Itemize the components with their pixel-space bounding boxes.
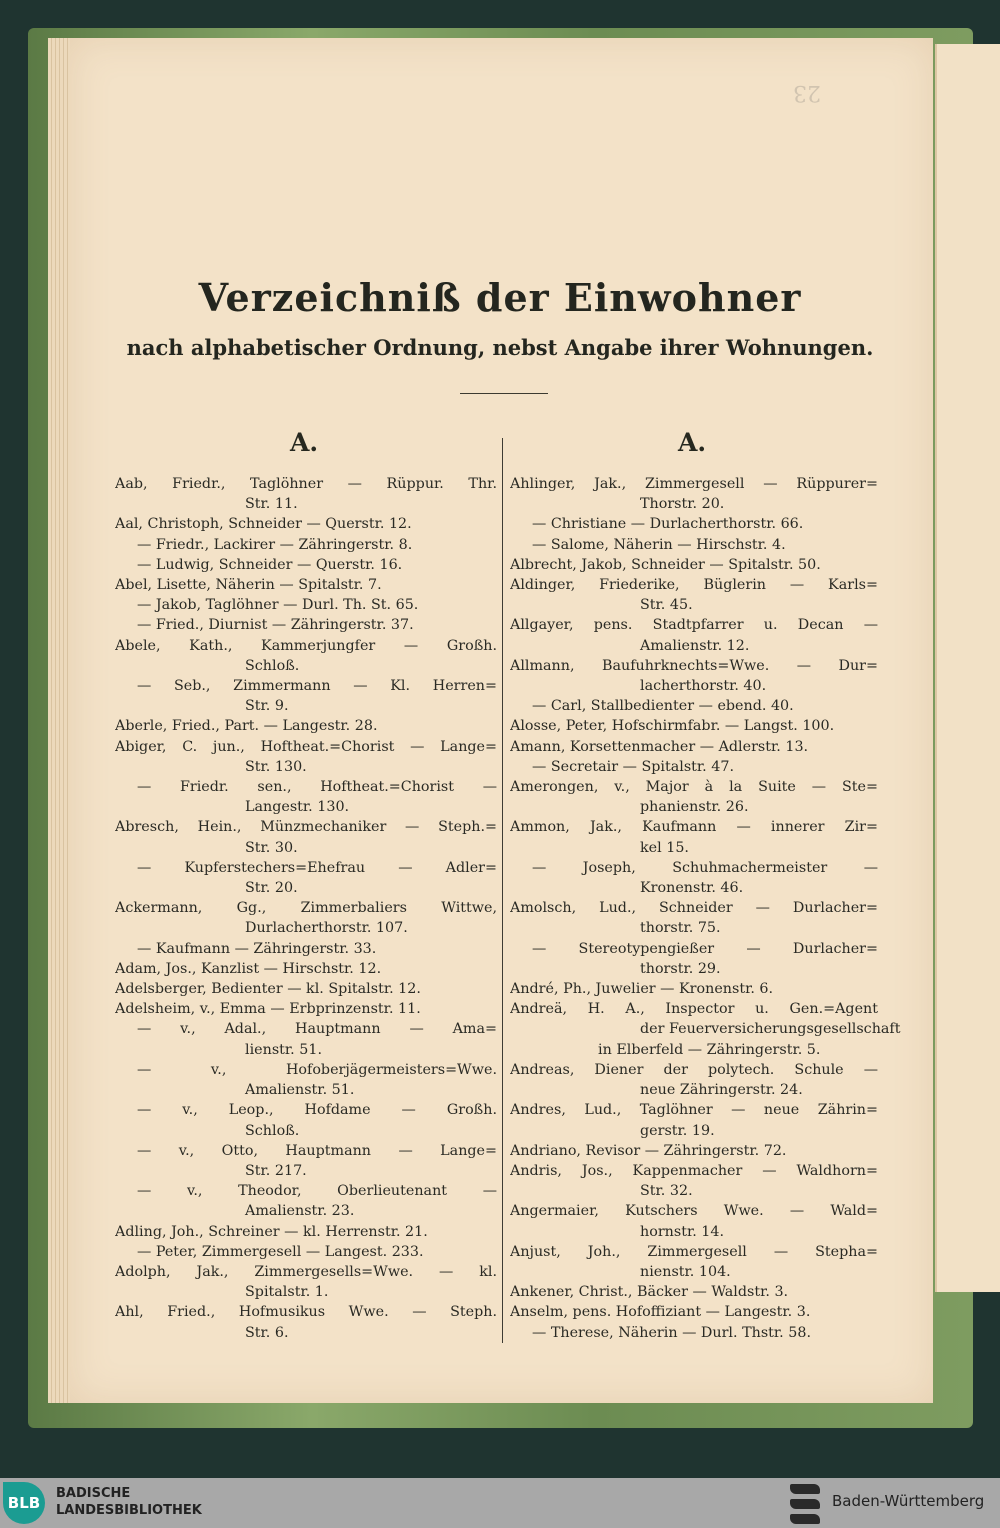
directory-entry <box>510 535 878 555</box>
directory-entry <box>115 858 497 898</box>
directory-entry <box>510 1100 878 1140</box>
directory-entry <box>510 1282 878 1302</box>
directory-entry <box>115 1141 497 1181</box>
entry-continuation: phanienstr. 26. <box>640 799 749 816</box>
left-column <box>115 474 497 1343</box>
directory-entry <box>510 615 878 655</box>
entry-text: — Salome, Näherin — Hirschstr. 4. <box>532 536 786 553</box>
entry-continuation: Str. 32. <box>640 1183 693 1200</box>
entry-continuation: nienstr. 104. <box>640 1263 731 1280</box>
directory-entry <box>115 555 497 575</box>
entry-continuation: gerstr. 19. <box>640 1122 715 1139</box>
entry-continuation: Schloß. <box>245 657 300 674</box>
directory-entry <box>115 1100 497 1140</box>
directory-entry <box>115 636 497 676</box>
entry-text: Andris, Jos., Kappenmacher — Waldhorn= <box>510 1162 878 1179</box>
entry-continuation: kel 15. <box>640 839 689 856</box>
library-name[interactable] <box>56 1485 202 1519</box>
entry-continuation: Str. 30. <box>245 839 298 856</box>
directory-entry <box>510 1323 878 1343</box>
directory-entry <box>510 1242 878 1282</box>
footer-bar <box>0 1478 1000 1528</box>
page-title: Verzeichniß der Einwohner <box>198 275 802 320</box>
entry-text: Aal, Christoph, Schneider — Querstr. 12. <box>115 516 412 533</box>
directory-entry <box>115 1222 497 1242</box>
entry-text: Albrecht, Jakob, Schneider — Spitalstr. 50. <box>510 556 821 573</box>
directory-entry <box>510 979 878 999</box>
directory-entry <box>115 535 497 555</box>
entry-text: — v., Leop., Hofdame — Großh. <box>137 1102 497 1119</box>
directory-entry <box>115 737 497 777</box>
entry-text: Allgayer, pens. Stadtpfarrer u. Decan — <box>510 617 878 634</box>
right-column <box>510 474 901 1343</box>
directory-entry <box>115 979 497 999</box>
entry-continuation: Amalienstr. 23. <box>245 1203 355 1220</box>
entry-continuation: thorstr. 29. <box>640 960 721 977</box>
directory-entry <box>510 777 878 817</box>
entry-text: Amerongen, v., Major à la Suite — Ste= <box>510 779 878 796</box>
right-column-letter: A. <box>678 428 707 457</box>
entry-text: Abele, Kath., Kammerjungfer — Großh. <box>115 637 497 654</box>
entry-continuation: hornstr. 14. <box>640 1223 725 1240</box>
entry-text: Amolsch, Lud., Schneider — Durlacher= <box>510 900 878 917</box>
directory-entry <box>510 898 878 938</box>
entry-text: Andres, Lud., Taglöhner — neue Zährin= <box>510 1102 878 1119</box>
entry-continuation: Str. 20. <box>245 880 298 897</box>
entry-text: André, Ph., Juwelier — Kronenstr. 6. <box>510 981 774 998</box>
entry-text: — Ludwig, Schneider — Querstr. 16. <box>137 556 403 573</box>
entry-text: Ahlinger, Jak., Zimmergesell — Rüppurer= <box>510 476 878 492</box>
entry-text: Adam, Jos., Kanzlist — Hirschstr. 12. <box>115 960 382 977</box>
directory-entry <box>510 817 878 857</box>
directory-entry <box>510 999 901 1039</box>
entry-text: Andreas, Diener der polytech. Schule — <box>510 1061 878 1078</box>
directory-entry <box>115 898 497 938</box>
entry-text: Aab, Friedr., Taglöhner — Rüppur. Thr. <box>115 476 497 492</box>
directory-entry <box>510 1060 878 1100</box>
directory-entry <box>115 777 497 817</box>
entry-text: — Christiane — Durlacherthorstr. 66. <box>532 516 804 533</box>
entry-continuation: Str. 6. <box>245 1324 289 1341</box>
entry-text: — v., Adal., Hauptmann — Ama= <box>137 1021 497 1038</box>
left-column-letter: A. <box>290 428 319 457</box>
entry-continuation: Str. 9. <box>245 698 289 715</box>
entry-text: — Kaufmann — Zähringerstr. 33. <box>137 940 377 957</box>
entry-continuation: Durlacherthorstr. 107. <box>245 920 408 937</box>
entry-text: — Friedr. sen., Hoftheat.=Chorist — <box>137 779 497 796</box>
directory-entry <box>115 999 497 1019</box>
entry-continuation: Kronenstr. 46. <box>640 880 744 897</box>
entry-text: — Therese, Näherin — Durl. Thstr. 58. <box>532 1324 812 1341</box>
entry-text: — v., Theodor, Oberlieutenant — <box>137 1183 497 1200</box>
coat-of-arms-lions-icon <box>790 1484 820 1524</box>
directory-entry <box>510 555 878 575</box>
directory-entry <box>115 474 497 514</box>
directory-entry <box>115 1060 497 1100</box>
directory-entry <box>115 615 497 635</box>
entry-text: Andreä, H. A., Inspector u. Gen.=Agent <box>510 1001 878 1018</box>
entry-text: Adelsberger, Bedienter — kl. Spitalstr. 12. <box>115 981 421 998</box>
entry-text: Angermaier, Kutschers Wwe. — Wald= <box>510 1203 878 1220</box>
entry-continuation: Amalienstr. 12. <box>640 637 750 654</box>
entry-text: Ammon, Jak., Kaufmann — innerer Zir= <box>510 819 878 836</box>
entry-continuation: thorstr. 75. <box>640 920 721 937</box>
entry-text: Andriano, Revisor — Zähringerstr. 72. <box>510 1142 787 1159</box>
entry-text: — Kupferstechers=Ehefrau — Adler= <box>137 859 497 876</box>
directory-entry <box>510 1040 878 1060</box>
entry-continuation: Langestr. 130. <box>245 799 350 816</box>
directory-entry <box>115 595 497 615</box>
entry-text: — Carl, Stallbedienter — ebend. 40. <box>532 698 794 715</box>
directory-entry <box>510 939 878 979</box>
entry-text: — v., Hofoberjägermeisters=Wwe. <box>137 1061 497 1078</box>
entry-continuation: Str. 130. <box>245 758 307 775</box>
entry-text: Adolph, Jak., Zimmergesells=Wwe. — kl. <box>115 1263 497 1280</box>
directory-entry <box>510 514 878 534</box>
entry-continuation: Str. 217. <box>245 1162 307 1179</box>
entry-continuation: Str. 45. <box>640 597 693 614</box>
entry-text: Ankener, Christ., Bäcker — Waldstr. 3. <box>510 1284 789 1301</box>
directory-entry <box>510 716 878 736</box>
directory-entry <box>115 959 497 979</box>
directory-entry <box>510 1302 878 1322</box>
entry-text: Adelsheim, v., Emma — Erbprinzenstr. 11. <box>115 1001 421 1018</box>
directory-entry <box>510 474 878 514</box>
entry-continuation: Schloß. <box>245 1122 300 1139</box>
entry-text: Ackermann, Gg., Zimmerbaliers Wittwe, <box>115 900 497 917</box>
entry-continuation: neue Zähringerstr. 24. <box>640 1082 803 1099</box>
directory-entry <box>510 656 878 696</box>
entry-continuation: Str. 11. <box>245 496 298 513</box>
entry-text: Amann, Korsettenmacher — Adlerstr. 13. <box>510 738 809 755</box>
entry-continuation: Spitalstr. 1. <box>245 1284 329 1301</box>
directory-entry <box>510 858 878 898</box>
entry-text: — Fried., Diurnist — Zähringerstr. 37. <box>137 617 414 634</box>
directory-entry <box>510 757 878 777</box>
entry-text: — Peter, Zimmergesell — Langest. 233. <box>137 1243 424 1260</box>
directory-entry <box>115 575 497 595</box>
entry-text: Allmann, Baufuhrknechts=Wwe. — Dur= <box>510 657 878 674</box>
entry-text: Abel, Lisette, Näherin — Spitalstr. 7. <box>115 577 382 594</box>
directory-entry <box>510 1141 878 1161</box>
adjacent-page-edge <box>935 44 1000 1292</box>
entry-text: — Stereotypengießer — Durlacher= <box>532 940 878 957</box>
library-name-line2: LANDESBIBLIOTHEK <box>56 1503 202 1518</box>
column-divider <box>502 438 503 1343</box>
entry-text: Adling, Joh., Schreiner — kl. Herrenstr. 21. <box>115 1223 428 1240</box>
entry-text: Abresch, Hein., Münzmechaniker — Steph.= <box>115 819 497 836</box>
directory-entry <box>115 817 497 857</box>
state-name[interactable]: Baden-Württemberg <box>832 1492 985 1510</box>
entry-continuation: der Feuerversicherungsgesellschaft <box>640 1021 901 1038</box>
entry-text: Aldinger, Friederike, Büglerin — Karls= <box>510 577 878 594</box>
entry-continuation: in Elberfeld — Zähringerstr. 5. <box>598 1041 821 1058</box>
title-rule <box>460 393 548 394</box>
directory-entry <box>115 1181 497 1221</box>
directory-entry <box>115 514 497 534</box>
entry-text: Alosse, Peter, Hofschirmfabr. — Langst. 100. <box>510 718 835 735</box>
bleed-through-page-number: 23 <box>793 80 821 105</box>
library-name-line1: BADISCHE <box>56 1486 131 1501</box>
entry-text: Anselm, pens. Hofoffiziant — Langestr. 3. <box>510 1304 811 1321</box>
blb-logo[interactable]: BLB <box>3 1482 45 1524</box>
directory-entry <box>510 575 878 615</box>
directory-entry <box>115 1262 497 1302</box>
directory-entry <box>115 716 497 736</box>
entry-continuation: Thorstr. 20. <box>640 496 725 513</box>
directory-entry <box>115 676 497 716</box>
directory-entry <box>115 939 497 959</box>
entry-text: — Seb., Zimmermann — Kl. Herren= <box>137 678 497 695</box>
directory-entry <box>510 696 878 716</box>
entry-text: — Joseph, Schuhmachermeister — <box>532 859 878 876</box>
entry-text: — Jakob, Taglöhner — Durl. Th. St. 65. <box>137 597 419 614</box>
page-subtitle: nach alphabetischer Ordnung, nebst Angabe ihrer Wohnungen. <box>126 335 874 360</box>
entry-text: Ahl, Fried., Hofmusikus Wwe. — Steph. <box>115 1304 497 1321</box>
directory-entry <box>510 1161 878 1201</box>
directory-entry <box>115 1302 497 1342</box>
directory-entry <box>115 1242 497 1262</box>
directory-entry <box>510 737 878 757</box>
entry-text: — Friedr., Lackirer — Zähringerstr. 8. <box>137 536 413 553</box>
entry-text: Aberle, Fried., Part. — Langestr. 28. <box>115 718 378 735</box>
entry-continuation: lienstr. 51. <box>245 1041 322 1058</box>
entry-continuation: lacherthorstr. 40. <box>640 678 767 695</box>
entry-text: — Secretair — Spitalstr. 47. <box>532 758 734 775</box>
directory-entry <box>115 1019 497 1059</box>
entry-text: — v., Otto, Hauptmann — Lange= <box>137 1142 497 1159</box>
entry-continuation: Amalienstr. 51. <box>245 1082 355 1099</box>
entry-text: Abiger, C. jun., Hoftheat.=Chorist — Lange= <box>115 738 497 755</box>
directory-entry <box>510 1201 878 1241</box>
entry-text: Anjust, Joh., Zimmergesell — Stepha= <box>510 1243 878 1260</box>
